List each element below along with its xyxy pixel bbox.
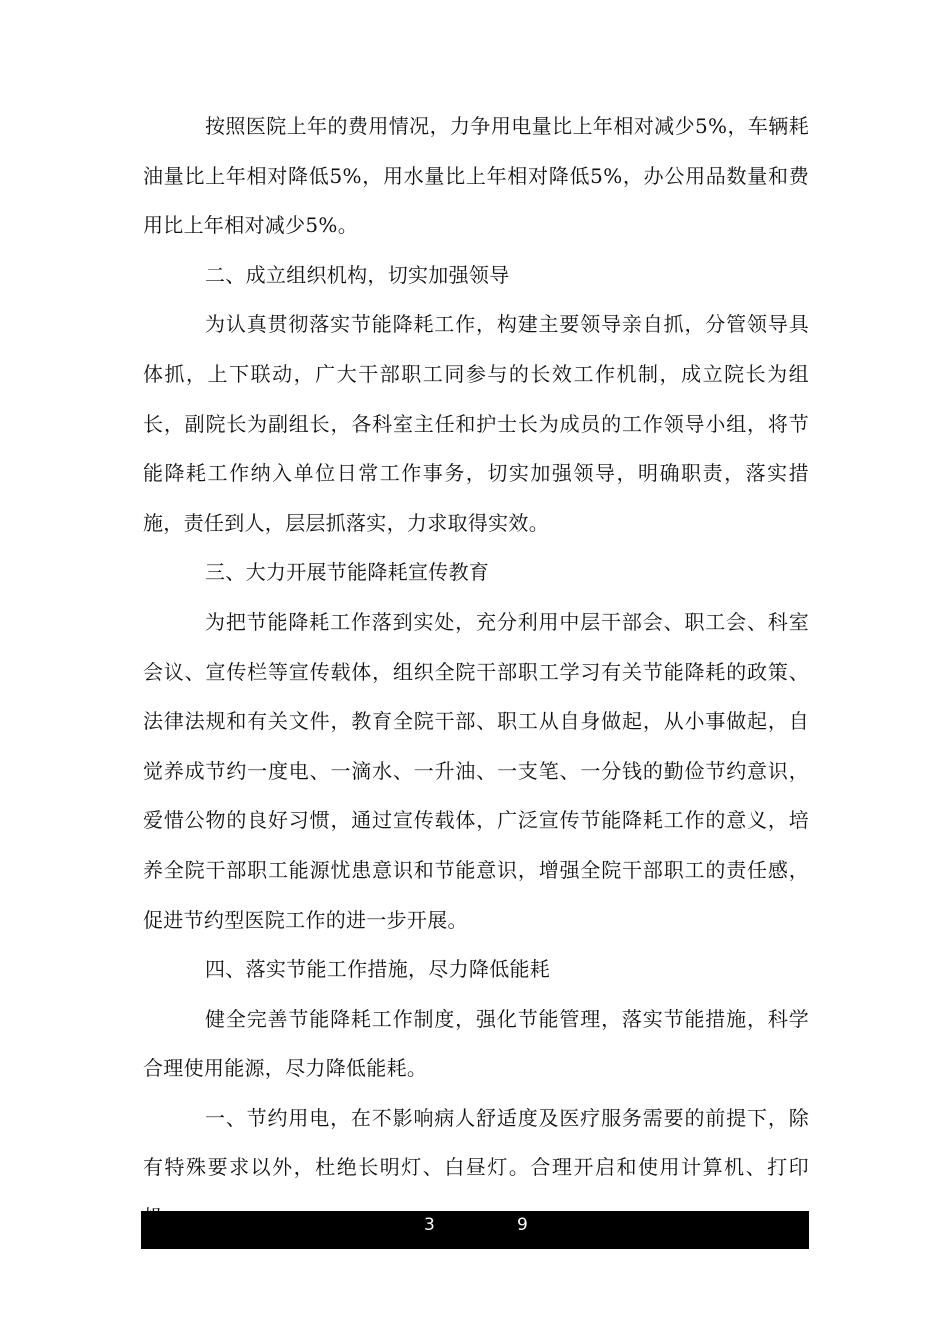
paragraph-organization: 为认真贯彻落实节能降耗工作，构建主要领导亲自抓，分管领导具体抓，上下联动，广大干部职工同参与的长效工作机制，成立院长为组长，副院长为副组长，各科室主任和护士长为成员的工作领导小组，将节能降耗工作纳入单位日常工作事务，切实加强领导，明确职责，落实措施，责任到人，层层抓落实，力求取得实效。 [143, 312, 809, 535]
current-page-number: 3 [424, 1215, 435, 1235]
section-heading-organization: 二、成立组织机构，切实加强领导 [205, 262, 510, 287]
section-heading-measures: 四、落实节能工作措施，尽力降低能耗 [205, 957, 551, 982]
section-heading-publicity: 三、大力开展节能降耗宣传教育 [205, 560, 490, 585]
total-page-count: 9 [517, 1215, 528, 1235]
page-footer-bar [141, 1211, 809, 1249]
paragraph-publicity: 为把节能降耗工作落到实处，充分利用中层干部会、职工会、科室会议、宣传栏等宣传载体，组织全院干部职工学习有关节能降耗的政策、法律法规和有关文件，教育全院干部、职工从自身做起，从小事做起，自觉养成节约一度电、一滴水、一升油、一支笔、一分钱的勤俭节约意识，爱惜公物的良好习惯，通过宣传载体，广泛宣传节能降耗工作的意义，培养全院干部职工能源忧患意识和节能意识，增强全院干部职工的责任感，促进节约型医院工作的进一步开展。 [143, 609, 809, 932]
paragraph-energy-targets: 按照医院上年的费用情况，力争用电量比上年相对减少5%，车辆耗油量比上年相对降低5%，用水量比上年相对降低5%，办公用品数量和费用比上年相对减少5%。 [143, 114, 809, 238]
document-body [143, 102, 809, 1243]
paragraph-save-electricity: 一、节约用电，在不影响病人舒适度及医疗服务需要的前提下，除有特殊要求以外，杜绝长明灯、白昼灯。合理开启和使用计算机、打印 [143, 1105, 809, 1180]
paragraph-measures: 健全完善节能降耗工作制度，强化节能管理，落实节能措施，科学合理使用能源，尽力降低能耗。 [143, 1006, 809, 1081]
